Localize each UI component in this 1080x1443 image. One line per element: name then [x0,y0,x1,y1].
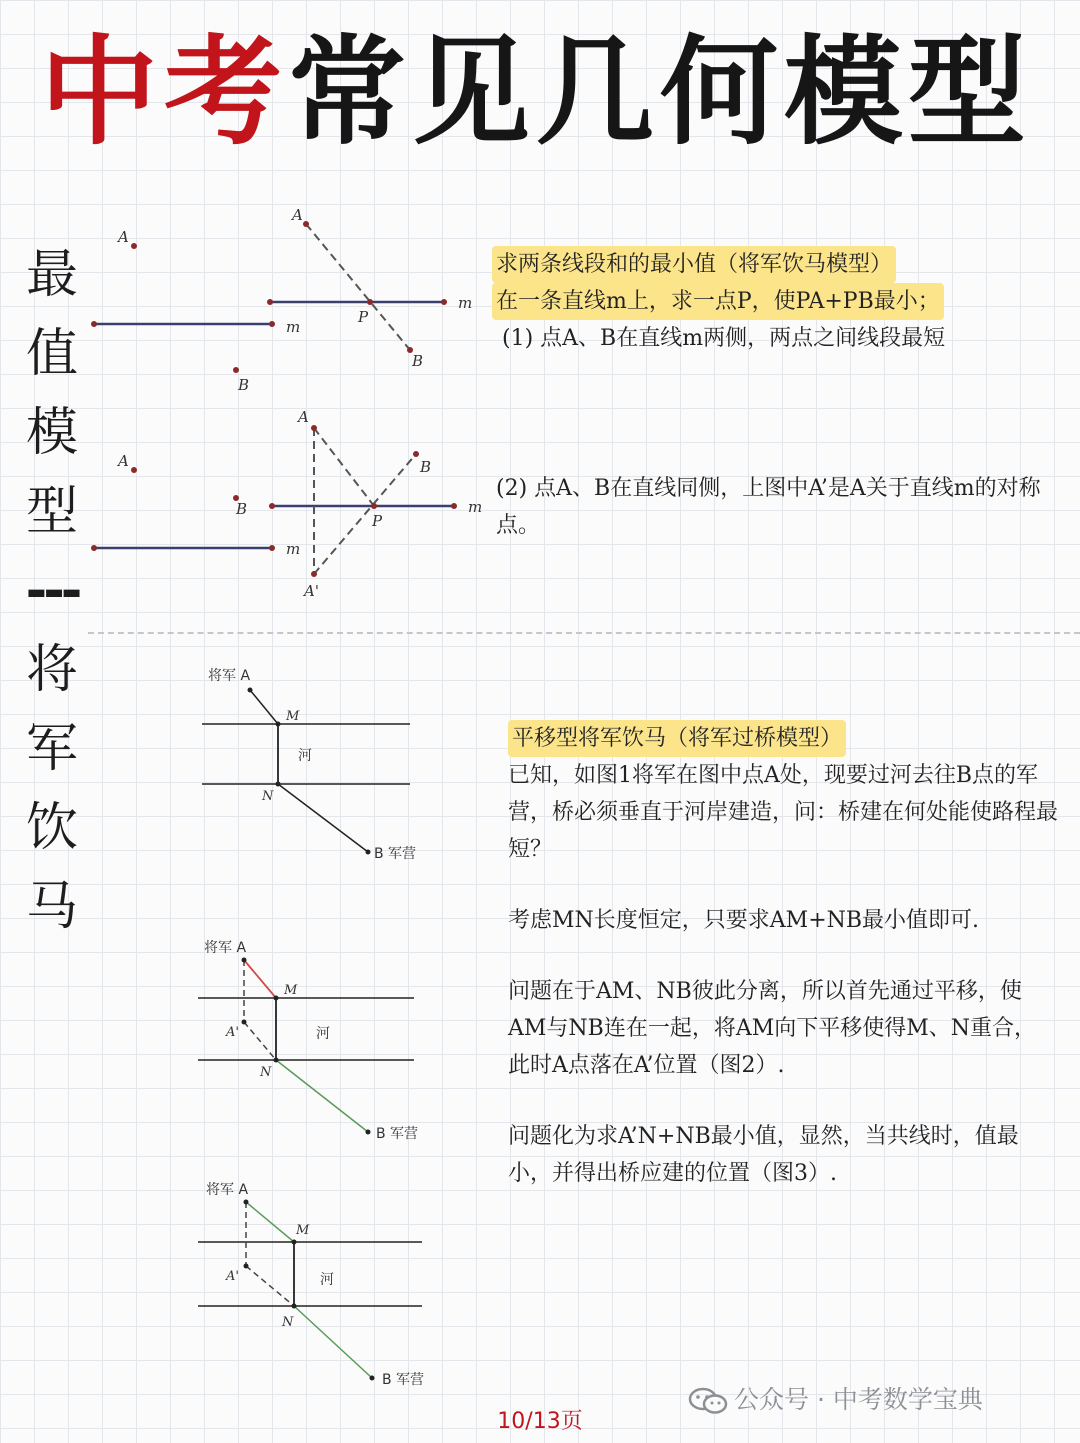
page-title [40,22,1050,162]
label-m-point: M [284,983,298,998]
label-m: m [286,540,301,558]
section2-para-3: 问题在于AM、NB彼此分离，所以首先通过平移，使AM与NB连在一起，将AM向下平移使得M、N重合，此时A点落在A’位置（图2）. [508,979,1037,1078]
side-title-char: 值 [25,324,78,384]
side-title-char: 马 [25,877,78,937]
label-river: 河 [316,1026,330,1042]
label-n-point: N [262,789,274,804]
section1-heading-1: 求两条线段和的最小值（将军饮马模型） [492,246,896,283]
section2-text [508,720,1058,1226]
side-title-char: 最 [25,245,78,305]
section1-heading-2: 在一条直线m上，求一点P，使PA+PB最小； [492,283,944,320]
label-a: A [118,228,129,246]
label-m: m [458,294,473,312]
label-b: B [420,458,432,476]
wechat-icon [688,1386,728,1416]
side-title-char: 饮 [25,798,78,858]
label-p: P [358,308,369,326]
label-n-point: N [260,1065,272,1080]
watermark [688,1380,983,1420]
side-title-char: 将 [25,640,78,700]
side-title-char: 模 [25,403,78,463]
section2-para-1: 已知，如图1将军在图中点A处，现要过河去往B点的军营，桥必须垂直于河岸建造，问：桥建在何处能使路程最短？ [508,763,1059,862]
label-a: A [118,452,129,470]
label-a-prime: A' [226,1025,239,1040]
label-m: m [468,498,483,516]
label-n-point: N [282,1315,294,1330]
section1-case-1: (1) 点A、B在直线m两侧，两点之间线段最短 [502,326,946,351]
watermark-text: 公众号 · 中考数学宝典 [734,1385,983,1414]
label-general-a: 将军 A [204,940,247,956]
side-title [22,236,82,947]
label-camp-b: B 军营 [376,1126,419,1142]
label-river: 河 [298,748,312,764]
side-title-char: 军 [25,719,78,779]
title-black-part: 常见几何模型 [288,23,1033,161]
label-general-a: 将军 A [208,668,251,684]
label-a: A [298,408,309,426]
label-camp-b: B 军营 [374,846,417,862]
label-a-prime: A' [304,582,319,600]
figure-reflection [262,404,492,604]
label-m-point: M [286,709,300,724]
label-general-a: 将军 A [206,1182,249,1198]
figure-points-ab-line-m [90,220,301,400]
label-a-prime: A' [226,1269,239,1284]
label-m-point: M [296,1223,310,1238]
side-title-dashes: --- [25,561,79,621]
figure-bridge-2 [196,932,436,1142]
section1-case-2: (2) 点A、B在直线同侧，上图中A’是A关于直线m的对称点。 [496,476,1041,538]
page-number: 10/13页 [497,1409,583,1434]
section-divider [88,632,1080,634]
title-red-part: 中考 [40,23,289,161]
figure-bridge-1 [196,660,436,870]
figure-opposite-sides [262,204,492,374]
section2-heading: 平移型将军饮马（将军过桥模型） [508,720,846,757]
label-b: B [236,500,248,518]
figure-bridge-3 [196,1176,441,1391]
figure-same-side-points [90,448,301,568]
label-river: 河 [320,1272,334,1288]
label-b: B [238,376,250,394]
section2-para-2: 考虑MN长度恒定，只要求AM+NB最小值即可. [508,908,980,933]
label-p: P [372,512,383,530]
section2-para-4: 问题化为求A’N+NB最小值，显然，当共线时，值最小，并得出桥应建的位置（图3）. [508,1124,1019,1186]
side-title-char: 型 [25,482,78,542]
label-b: B [412,352,424,370]
section1-text [492,246,1058,357]
label-m: m [286,318,301,336]
label-a: A [292,206,303,224]
label-camp-b: B 军营 [382,1372,425,1388]
